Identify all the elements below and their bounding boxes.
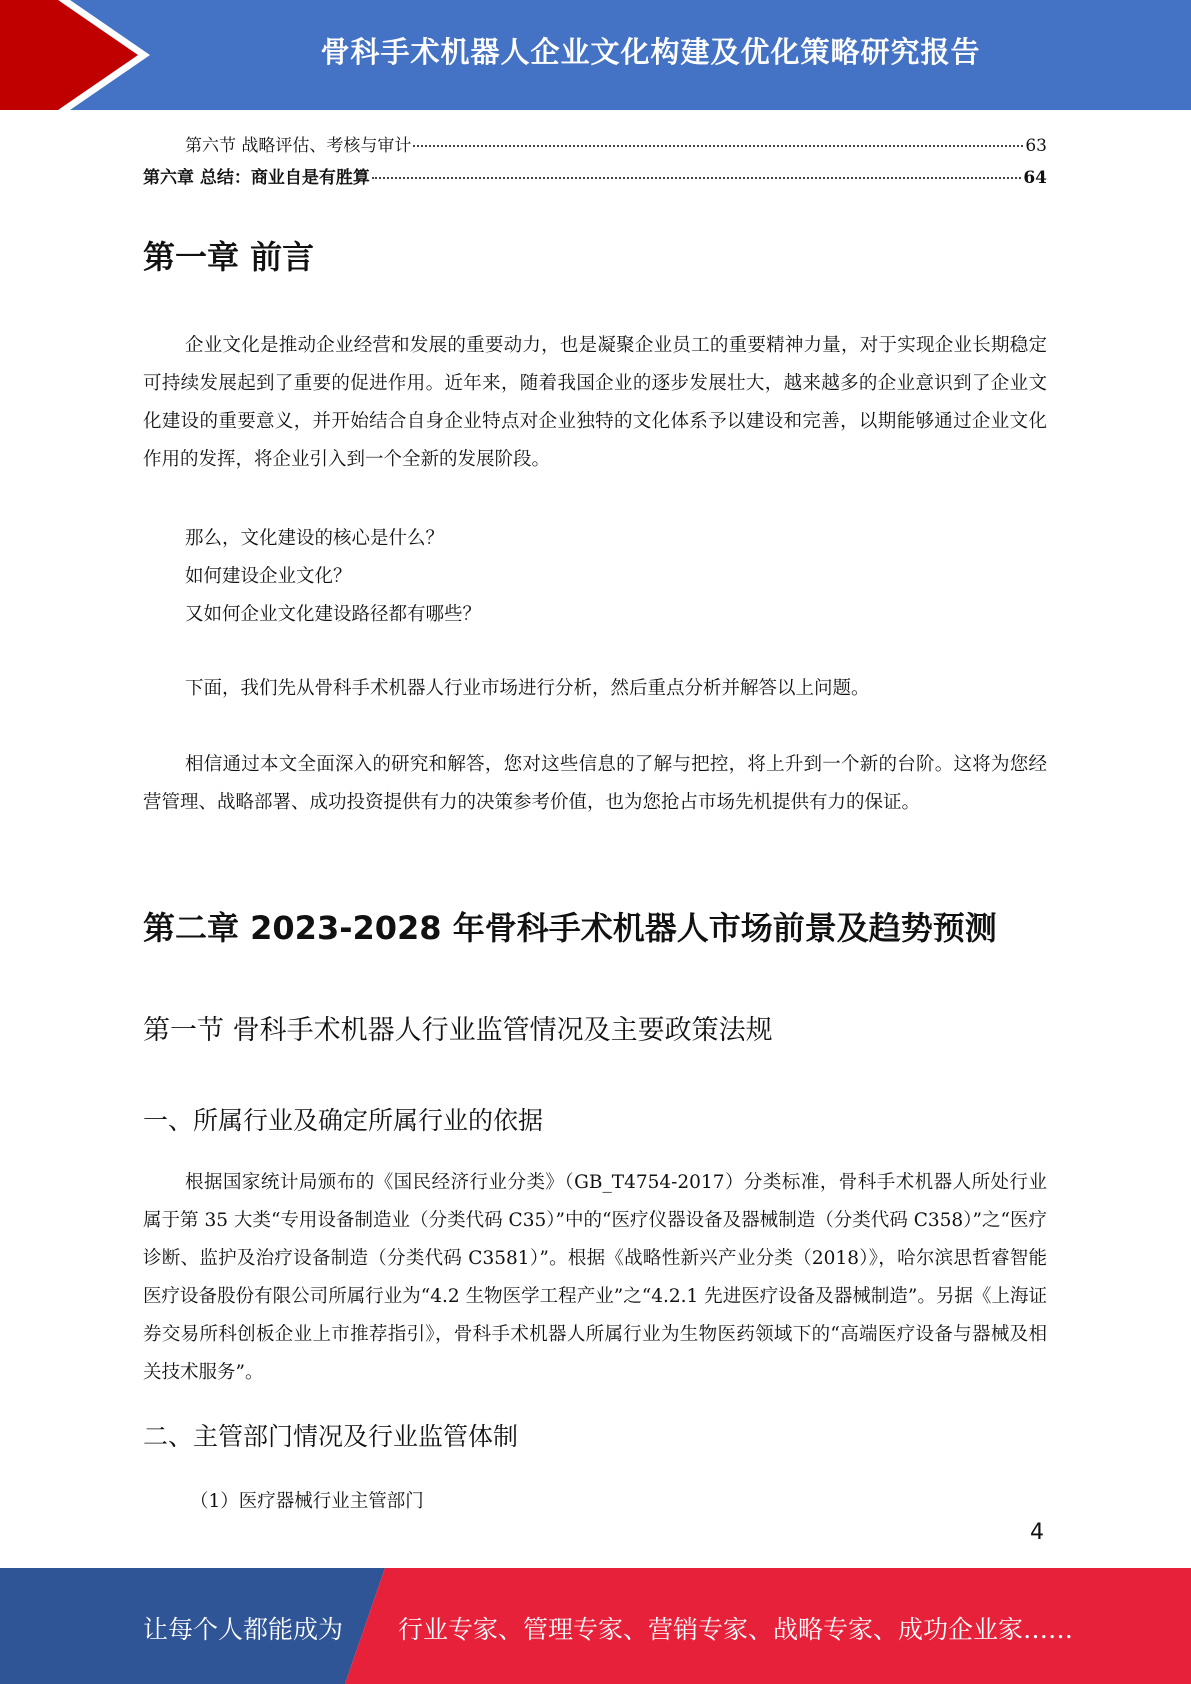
page-footer	[0, 1568, 1191, 1684]
toc-entry-page: 63	[1025, 136, 1047, 156]
document-title: 骨科手术机器人企业文化构建及优化策略研究报告	[320, 35, 981, 69]
toc-leader-dots	[372, 177, 1021, 179]
question-line: 那么，文化建设的核心是什么？	[185, 528, 445, 549]
footer-slogan-left: 让每个人都能成为	[143, 1615, 344, 1644]
paragraph: 根据国家统计局颁布的《国民经济行业分类》（GB_T4754-2017）分类标准，骨科手术机器人所处行业属于第 35 大类“专用设备制造业（分类代码 C35）”中的“医疗仪器设备及器械制造（分类代码 C358）”之“医疗诊断、监护及治疗设备制造（分类代码 C3581）”。根据《战略性新兴产业分类（2018）》，哈尔滨思哲睿智能医疗设备股份有限公司所属行业为“4.2 生物医学工程产业”之“4.2.1 先进医疗设备及器械制造”。另据《上海证券交易所科创板企业上市推荐指引》，骨科手术机器人所属行业为生物医药领域下的“高端医疗设备与器械及相关技术服务”。	[143, 1172, 1047, 1383]
toc-leader-dots	[413, 145, 1023, 147]
toc-entry-label: 第六章 总结：商业自是有胜算	[143, 168, 370, 188]
question-line: 如何建设企业文化？	[185, 566, 352, 587]
toc-entry[interactable]	[143, 131, 1047, 156]
paragraph: 下面，我们先从骨科手术机器人行业市场进行分析，然后重点分析并解答以上问题。	[185, 678, 870, 699]
chapter-heading: 第二章 2023-2028 年骨科手术机器人市场前景及趋势预测	[143, 909, 997, 947]
toc-entry[interactable]	[143, 163, 1047, 188]
toc-entry-page: 64	[1023, 168, 1047, 188]
page-number: 4	[1030, 1520, 1044, 1545]
paragraph: 相信通过本文全面深入的研究和解答，您对这些信息的了解与把控，将上升到一个新的台阶。这将为您经营管理、战略部署、成功投资提供有力的决策参考价值，也为您抢占市场先机提供有力的保证。	[143, 754, 1047, 813]
section-heading: 第一节 骨科手术机器人行业监管情况及主要政策法规	[143, 1015, 773, 1046]
list-item: （1）医疗器械行业主管部门	[190, 1491, 424, 1512]
question-line: 又如何企业文化建设路径都有哪些？	[185, 604, 482, 625]
chapter-heading: 第一章 前言	[143, 238, 315, 276]
paragraph: 企业文化是推动企业经营和发展的重要动力，也是凝聚企业员工的重要精神力量，对于实现企业长期稳定可持续发展起到了重要的促进作用。近年来，随着我国企业的逐步发展壮大，越来越多的企业意识到了企业文化建设的重要意义，并开始结合自身企业特点对企业独特的文化体系予以建设和完善，以期能够通过企业文化作用的发挥，将企业引入到一个全新的发展阶段。	[143, 335, 1047, 470]
subsection-heading: 二、主管部门情况及行业监管体制	[143, 1422, 519, 1451]
page-header	[0, 0, 1191, 110]
subsection-heading: 一、所属行业及确定所属行业的依据	[143, 1106, 544, 1135]
toc-entry-label: 第六节 战略评估、考核与审计	[185, 136, 412, 156]
footer-slogan-right: 行业专家、管理专家、营销专家、战略专家、成功企业家……	[398, 1615, 1074, 1644]
